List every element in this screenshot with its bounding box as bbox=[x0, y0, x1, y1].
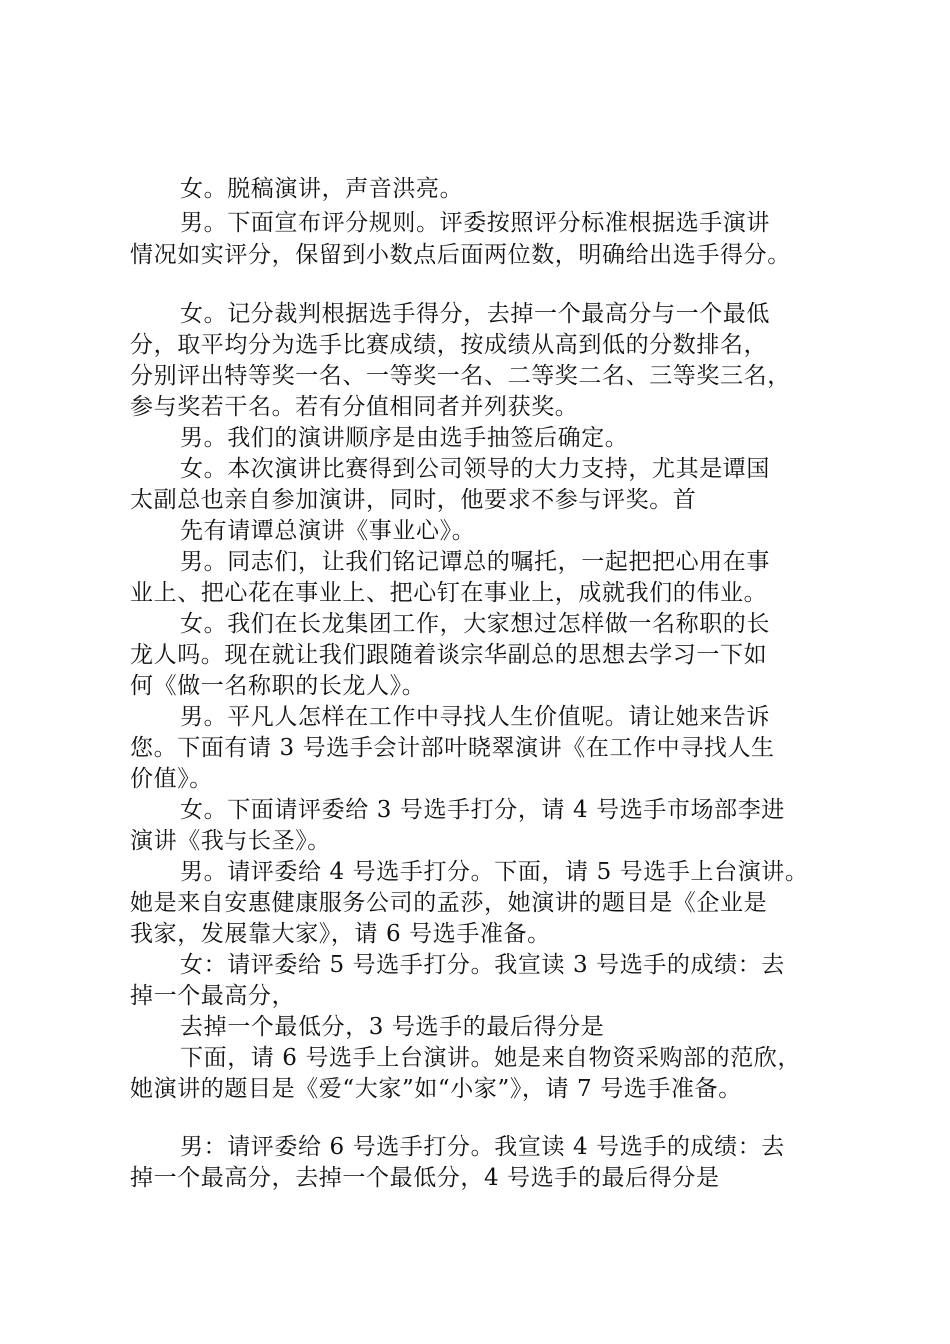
text-line: 掉一个最高分，去掉一个最低分，4 号选手的最后得分是 bbox=[130, 1165, 720, 1191]
text-line: 男：请评委给 6 号选手打分。我宣读 4 号选手的成绩：去 bbox=[180, 1134, 785, 1160]
text-line: 参与奖若干名。若有分值相同者并列获奖。 bbox=[130, 394, 579, 420]
text-line: 演讲《我与长圣》。 bbox=[130, 828, 331, 854]
text-line: 下面，请 6 号选手上台演讲。她是来自物资采购部的范欣， bbox=[180, 1045, 802, 1071]
text-line: 情况如实评分，保留到小数点后面两位数，明确给出选手得分。 bbox=[130, 242, 791, 268]
text-line: 太副总也亲自参加演讲，同时，他要求不参与评奖。首 bbox=[130, 487, 697, 513]
text-line: 男。我们的演讲顺序是由选手抽签后确定。 bbox=[180, 425, 629, 451]
text-line: 女。本次演讲比赛得到公司领导的大力支持，尤其是谭国 bbox=[180, 456, 770, 482]
text-line: 龙人吗。现在就让我们跟随着谈宗华副总的思想去学习一下如 bbox=[130, 642, 768, 668]
text-line: 她演讲的题目是《爱“大家”如“小家”》，请 7 号选手准备。 bbox=[130, 1076, 742, 1102]
text-line: 女：请评委给 5 号选手打分。我宣读 3 号选手的成绩：去 bbox=[180, 952, 785, 978]
text-line: 分，取平均分为选手比赛成绩，按成绩从高到低的分数排名， bbox=[130, 332, 768, 358]
text-line: 女。下面请评委给 3 号选手打分，请 4 号选手市场部李进 bbox=[180, 797, 785, 823]
text-line: 您。下面有请 3 号选手会计部叶晓翠演讲《在工作中寻找人生 bbox=[130, 735, 775, 761]
text-line: 男。同志们，让我们铭记谭总的嘱托，一起把把心用在事 bbox=[180, 549, 770, 575]
text-line: 何《做一名称职的长龙人》。 bbox=[130, 673, 426, 699]
text-line: 女。脱稿演讲，声音洪亮。 bbox=[180, 176, 464, 202]
text-line: 她是来自安惠健康服务公司的孟莎，她演讲的题目是《企业是 bbox=[130, 890, 768, 916]
text-line: 先有请谭总演讲《事业心》。 bbox=[180, 518, 476, 544]
text-line: 男。请评委给 4 号选手打分。下面，请 5 号选手上台演讲。 bbox=[180, 859, 809, 885]
text-line: 我家，发展靠大家》，请 6 号选手准备。 bbox=[130, 921, 551, 947]
text-line: 价值》。 bbox=[130, 766, 213, 792]
text-line: 掉一个最高分， bbox=[130, 983, 296, 1009]
text-line: 女。记分裁判根据选手得分，去掉一个最高分与一个最低 bbox=[180, 301, 770, 327]
text-line: 男。平凡人怎样在工作中寻找人生价值呢。请让她来告诉 bbox=[180, 704, 770, 730]
text-line: 男。下面宣布评分规则。评委按照评分标准根据选手演讲 bbox=[180, 210, 770, 236]
text-line: 业上、把心花在事业上、把心钉在事业上，成就我们的伟业。 bbox=[130, 580, 768, 606]
text-line: 女。我们在长龙集团工作，大家想过怎样做一名称职的长 bbox=[180, 611, 770, 637]
text-line: 分别评出特等奖一名、一等奖一名、二等奖二名、三等奖三名， bbox=[130, 363, 791, 389]
text-line: 去掉一个最低分，3 号选手的最后得分是 bbox=[180, 1014, 605, 1040]
